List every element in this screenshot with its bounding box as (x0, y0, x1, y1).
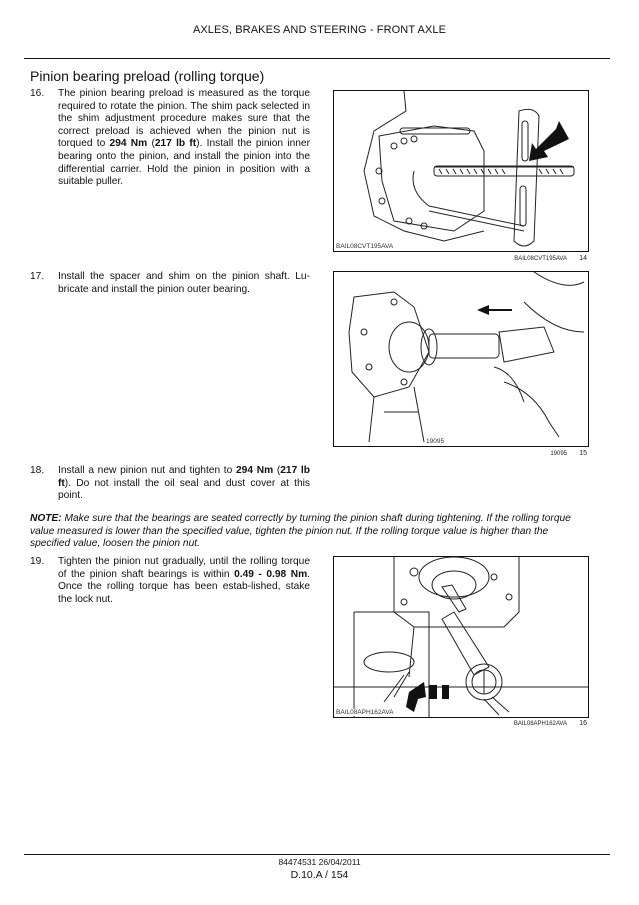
arrow-dash-icon (429, 685, 437, 699)
torque-value-imperial: 217 lb ft (154, 138, 197, 150)
text-run: Tighten the pinion nut gradually, until the rolling torque of the pinion shaft bearings is within (58, 556, 310, 580)
figure-code: BAIL08APH162AVA (513, 721, 567, 727)
text-run: ( (273, 465, 281, 476)
torque-value: 294 Nm (236, 465, 274, 476)
note (30, 513, 590, 551)
figure-16-caption (333, 720, 587, 727)
figure-16 (333, 556, 589, 718)
figure-code: 19095 (550, 451, 567, 457)
arrow-icon (529, 121, 569, 161)
footer-page-number: D.10.A / 154 (290, 869, 349, 881)
figure-14-caption (333, 255, 587, 262)
step-text (58, 88, 310, 189)
text-run: Install a new pinion nut and tighten to (58, 465, 237, 476)
text-run: ). Install the pinion inner bearing onto the pinion, and install the pinion into the differential carrier. Hold the pinion in position with a suitable puller. (58, 138, 310, 188)
step-19 (30, 556, 310, 606)
step-number: 17. (30, 271, 45, 282)
figure-inner-label: BAIL08APH162AVA (336, 709, 394, 716)
torque-wrench-illustration (334, 557, 588, 717)
step-text: Install the spacer and shim on the pinion shaft. Lu-bricate and install the pinion outer bearing. (58, 271, 310, 295)
figure-number: 14 (579, 255, 587, 262)
figure-number: 16 (579, 720, 587, 727)
figure-number: 15 (579, 450, 587, 457)
figure-inner-label: 19095 (426, 438, 445, 445)
puller-illustration (334, 91, 588, 251)
text-run: . Once the rolling torque has been estab-lished, stake the lock nut. (58, 568, 310, 605)
step-text (58, 465, 310, 503)
section-heading: Pinion bearing preload (rolling torque) (30, 68, 265, 84)
bearing-installer-illustration (334, 272, 588, 446)
text-run: ). Do not install the oil seal and dust cover at this point. (58, 477, 310, 502)
text-run: The pinion bearing preload is measured as the torque required to rotate the pinion. The shim pack selected in the shim adjustment procedure makes sure that the correct preload is achieved when the pinion nut is torqued to (58, 88, 310, 150)
footer-doc-id-date: 84474531 26/04/2011 (278, 857, 361, 867)
text-run: ( (147, 138, 155, 150)
header-rule (24, 58, 610, 59)
torque-value: 294 Nm (109, 138, 148, 150)
step-17 (30, 271, 310, 296)
rolling-torque-range: 0.49 - 0.98 Nm (234, 568, 308, 580)
step-16 (30, 88, 310, 189)
step-number: 19. (30, 556, 45, 567)
arrow-icon (477, 305, 489, 315)
note-text: Make sure that the bearings are seated correctly by turning the pinion shaft during tightening. If the rolling torque value measured is lower than the specified value, tighten the pinion nut. If the rolling torque value is higher than the specified value, loosen the pinion nut. (30, 513, 571, 550)
step-number: 16. (30, 88, 45, 99)
figure-code: BAIL08CVT195AVA (514, 256, 567, 262)
note-label: NOTE: (30, 513, 62, 524)
running-header: AXLES, BRAKES AND STEERING - FRONT AXLE (192, 24, 447, 36)
figure-15 (333, 271, 589, 447)
figure-14 (333, 90, 589, 252)
figure-inner-label: BAIL08CVT195AVA (336, 243, 394, 250)
step-number: 18. (30, 465, 45, 476)
figure-15-caption (333, 450, 587, 457)
arrow-dash-icon (442, 685, 449, 699)
step-18 (30, 465, 310, 503)
torque-value-imperial: 217 lb ft (58, 465, 310, 489)
footer-rule (24, 854, 610, 855)
step-text (58, 556, 310, 606)
